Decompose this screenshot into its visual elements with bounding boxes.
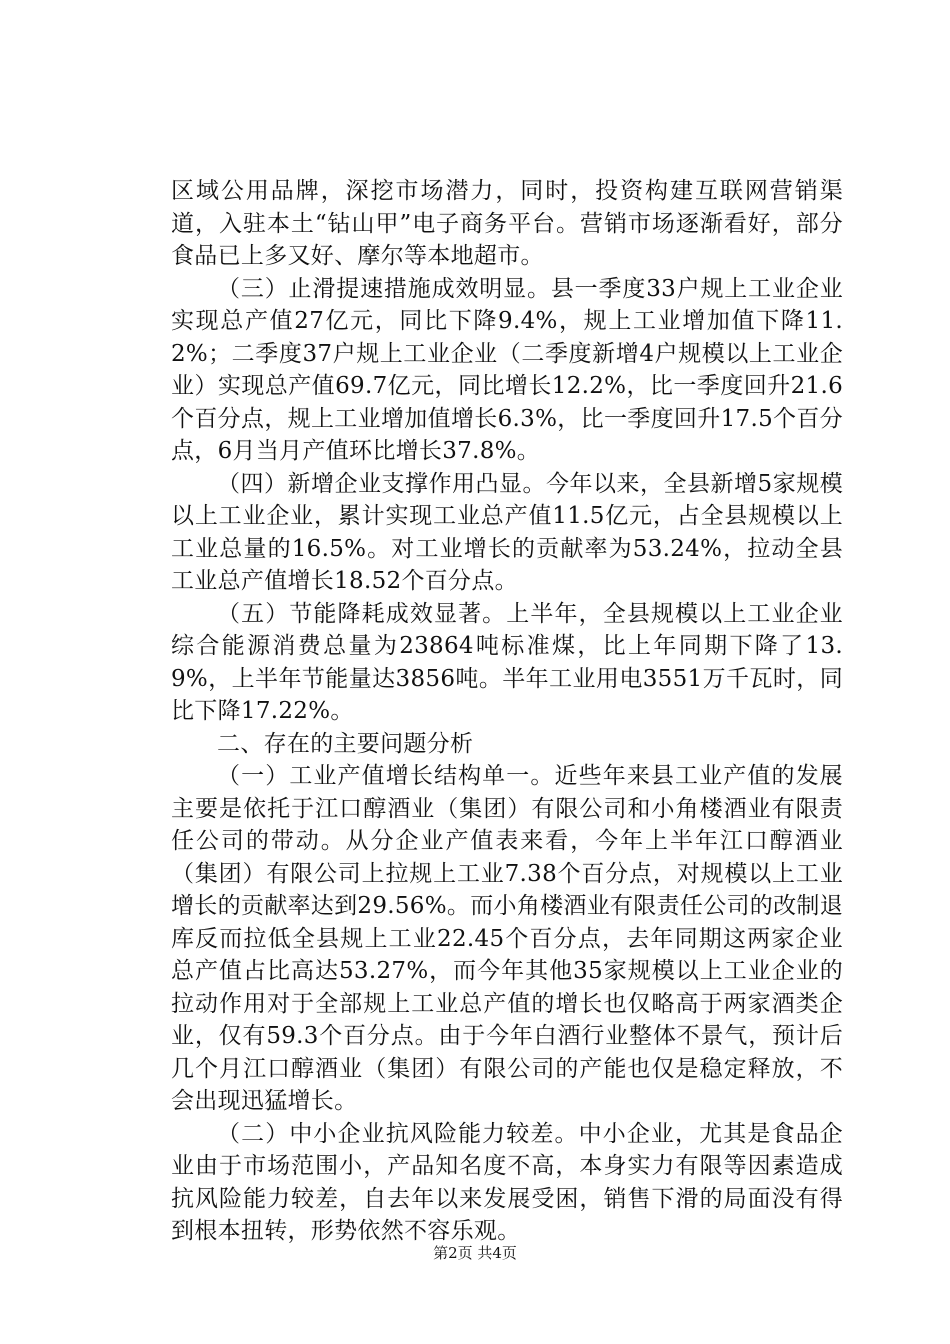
paragraph-continuation: 区域公用品牌，深挖市场潜力，同时，投资构建互联网营销渠道，入驻本土“钻山甲”电子商务平台。营销市场逐渐看好，部分食品已上多又好、摩尔等本地超市。: [171, 178, 843, 269]
document-body: [171, 175, 843, 1248]
paragraph-problem-1: （一）工业产值增长结构单一。近些年来县工业产值的发展主要是依托于江口醇酒业（集团）有限公司和小角楼酒业有限责任公司的带动。从分企业产值表来看，今年上半年江口醇酒业（集团）有限公司上拉规上工业7.38个百分点，对规模以上工业增长的贡献率达到29.56%。而小角楼酒业有限责任公司的改制退库反而拉低全县规上工业22.45个百分点，去年同期这两家企业总产值占比高达53.27%，而今年其他35家规模以上工业企业的拉动作用对于全部规上工业总产值的增长也仅略高于两家酒类企业，仅有59.3个百分点。由于今年白酒行业整体不景气，预计后几个月江口醇酒业（集团）有限公司的产能也仅是稳定释放，不会出现迅猛增长。: [171, 763, 843, 1114]
paragraph-section-3: （三）止滑提速措施成效明显。县一季度33户规上工业企业实现总产值27亿元，同比下降9.4%，规上工业增加值下降11.2%；二季度37户规上工业企业（二季度新增4户规模以上工业企业）实现总产值69.7亿元，同比增长12.2%，比一季度回升21.6个百分点，规上工业增加值增长6.3%，比一季度回升17.5个百分点，6月当月产值环比增长37.8%。: [171, 275, 843, 464]
paragraph-problem-2: （二）中小企业抗风险能力较差。中小企业，尤其是食品企业由于市场范围小，产品知名度不高，本身实力有限等因素造成抗风险能力较差，自去年以来发展受困，销售下滑的局面没有得到根本扭转，形势依然不容乐观。: [171, 1120, 843, 1244]
section-heading: 二、存在的主要问题分析: [217, 730, 474, 757]
page-number-footer: 第2页 共4页: [433, 1244, 517, 1262]
paragraph-section-4: （四）新增企业支撑作用凸显。今年以来，全县新增5家规模以上工业企业，累计实现工业总产值11.5亿元，占全县规模以上工业总量的16.5%。对工业增长的贡献率为53.24%，拉动全县工业总产值增长18.52个百分点。: [171, 470, 843, 594]
paragraph-section-5: （五）节能降耗成效显著。上半年，全县规模以上工业企业综合能源消费总量为23864吨标准煤，比上年同期下降了13.9%，上半年节能量达3856吨。半年工业用电3551万千瓦时，同比下降17.22%。: [171, 600, 843, 724]
